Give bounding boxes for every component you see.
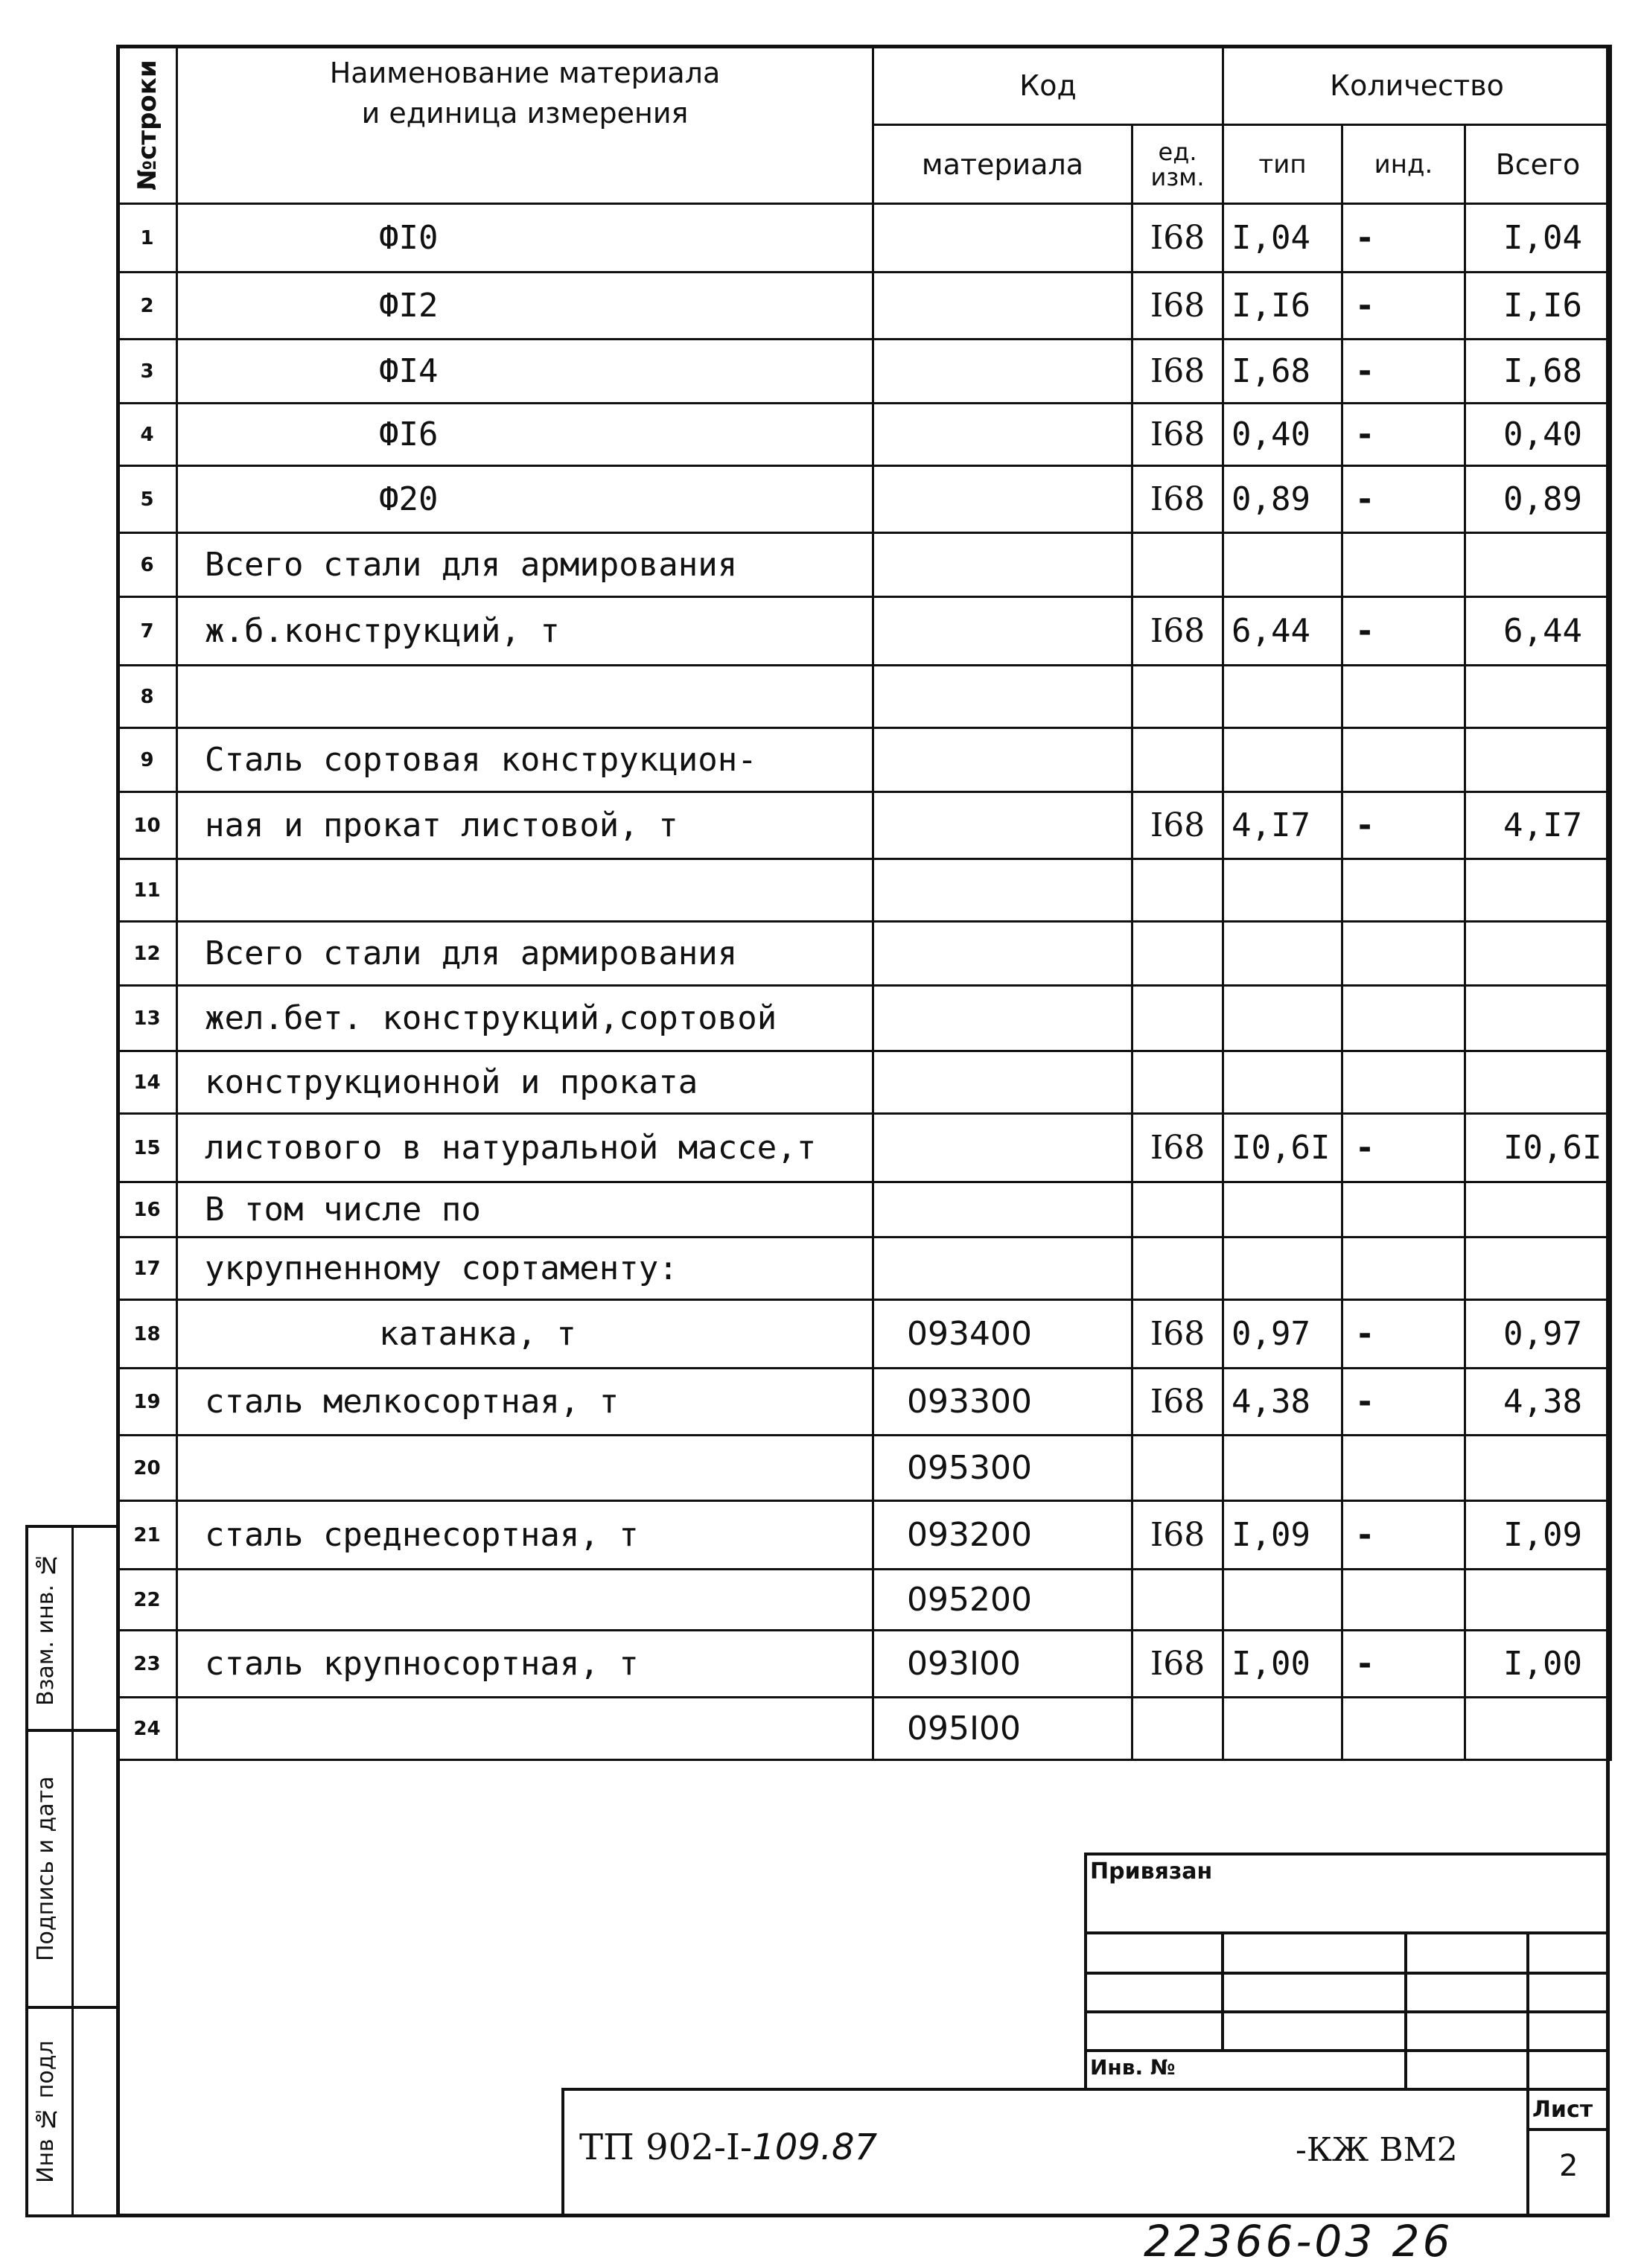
- inv-no-label: Инв. №: [1090, 2055, 1176, 2080]
- row-number: 9: [118, 728, 177, 792]
- material-name: [177, 859, 873, 922]
- material-name: укрупненному сортаменту:: [177, 1237, 873, 1300]
- quantity-type: I,I6: [1223, 273, 1342, 340]
- table-row: [118, 340, 1611, 404]
- unit-code: [1132, 666, 1223, 728]
- table-row: [118, 1182, 1611, 1237]
- unit-code: I68: [1132, 273, 1223, 340]
- sheet-number: 2: [1559, 2149, 1578, 2183]
- material-name: [177, 666, 873, 728]
- unit-code: I68: [1132, 597, 1223, 666]
- quantity-type: I,09: [1223, 1501, 1342, 1570]
- quantity-type: [1223, 986, 1342, 1051]
- quantity-type: 4,38: [1223, 1369, 1342, 1436]
- quantity-type: [1223, 1182, 1342, 1237]
- margin-podpis-label: Подпись и дата: [33, 1776, 59, 1962]
- quantity-type: 0,97: [1223, 1300, 1342, 1369]
- quantity-total: I,04: [1465, 204, 1611, 273]
- unit-code: [1132, 728, 1223, 792]
- unit-code: I68: [1132, 1501, 1223, 1570]
- quantity-type: 0,40: [1223, 404, 1342, 466]
- quantity-type: [1223, 1436, 1342, 1501]
- material-name: ФI4: [177, 340, 873, 404]
- row-number: 19: [118, 1369, 177, 1436]
- unit-code: [1132, 1698, 1223, 1760]
- quantity-type: 4,I7: [1223, 792, 1342, 859]
- unit-code: [1132, 986, 1223, 1051]
- unit-code: I68: [1132, 466, 1223, 533]
- unit-code: I68: [1132, 340, 1223, 404]
- quantity-ind: -: [1342, 273, 1465, 340]
- quantity-type: I,04: [1223, 204, 1342, 273]
- row-number: 21: [118, 1501, 177, 1570]
- quantity-ind: -: [1342, 1114, 1465, 1182]
- row-number: 3: [118, 340, 177, 404]
- material-code: 093200: [873, 1501, 1132, 1570]
- quantity-ind: [1342, 728, 1465, 792]
- table-row: [118, 466, 1611, 533]
- material-code: [873, 922, 1132, 986]
- quantity-ind: -: [1342, 340, 1465, 404]
- quantity-ind: [1342, 986, 1465, 1051]
- quantity-type: [1223, 666, 1342, 728]
- materials-table: [116, 45, 1612, 1761]
- row-number: 11: [118, 859, 177, 922]
- quantity-total: [1465, 986, 1611, 1051]
- quantity-total: [1465, 922, 1611, 986]
- material-code: [873, 204, 1132, 273]
- material-code: [873, 1237, 1132, 1300]
- margin-podpis: [25, 1729, 116, 2009]
- quantity-total: [1465, 533, 1611, 597]
- row-number: 4: [118, 404, 177, 466]
- table-row: [118, 533, 1611, 597]
- quantity-total: I,09: [1465, 1501, 1611, 1570]
- material-code: 093300: [873, 1369, 1132, 1436]
- material-name: катанка, т: [177, 1300, 873, 1369]
- row-number: 24: [118, 1698, 177, 1760]
- header-quantity-type: тип: [1223, 125, 1342, 204]
- row-number: 6: [118, 533, 177, 597]
- material-code: 095300: [873, 1436, 1132, 1501]
- row-number: 18: [118, 1300, 177, 1369]
- unit-code: [1132, 1182, 1223, 1237]
- material-name: ФI6: [177, 404, 873, 466]
- material-code: [873, 986, 1132, 1051]
- table-row: [118, 922, 1611, 986]
- titleblock-top-line: [561, 2088, 1610, 2091]
- quantity-type: 6,44: [1223, 597, 1342, 666]
- quantity-total: [1465, 859, 1611, 922]
- header-code-group: Код: [873, 46, 1223, 125]
- material-code: 093I00: [873, 1631, 1132, 1698]
- quantity-ind: -: [1342, 204, 1465, 273]
- privyazan-vline-1: [1221, 1931, 1224, 2049]
- quantity-total: 0,40: [1465, 404, 1611, 466]
- material-code: [873, 1114, 1132, 1182]
- quantity-type: [1223, 1570, 1342, 1631]
- quantity-type: I,00: [1223, 1631, 1342, 1698]
- margin-vzam-inv-label: Взам. инв. №: [33, 1551, 59, 1706]
- table-row: [118, 1114, 1611, 1182]
- privyazan-line-1: [1084, 1931, 1610, 1934]
- document-suffix: -КЖ ВМ2: [1296, 2131, 1458, 2169]
- row-number: 5: [118, 466, 177, 533]
- table-row: [118, 1570, 1611, 1631]
- material-name: [177, 1436, 873, 1501]
- unit-code: [1132, 1570, 1223, 1631]
- material-name: Всего стали для армирования: [177, 533, 873, 597]
- quantity-total: [1465, 728, 1611, 792]
- privyazan-left-line: [1084, 1853, 1087, 2088]
- table-row: [118, 404, 1611, 466]
- material-code: [873, 533, 1132, 597]
- header-quantity-group: Количество: [1223, 46, 1611, 125]
- material-code: [873, 1182, 1132, 1237]
- row-number: 12: [118, 922, 177, 986]
- unit-code: [1132, 533, 1223, 597]
- privyazan-vline-3: [1526, 1931, 1529, 2217]
- handwritten-footer-number: 22366-03 26: [1144, 2216, 1453, 2267]
- material-code: [873, 340, 1132, 404]
- quantity-total: [1465, 1237, 1611, 1300]
- quantity-ind: -: [1342, 466, 1465, 533]
- row-number: 17: [118, 1237, 177, 1300]
- privyazan-top-line: [1084, 1853, 1610, 1856]
- quantity-total: I,68: [1465, 340, 1611, 404]
- unit-code: [1132, 922, 1223, 986]
- quantity-type: I0,6I: [1223, 1114, 1342, 1182]
- header-quantity-ind: инд.: [1342, 125, 1465, 204]
- material-name: Ф20: [177, 466, 873, 533]
- table-row: [118, 204, 1611, 273]
- quantity-ind: -: [1342, 1300, 1465, 1369]
- privyazan-line-2: [1084, 1972, 1610, 1975]
- quantity-ind: [1342, 922, 1465, 986]
- material-name: Сталь сортовая конструкцион-: [177, 728, 873, 792]
- privyazan-vline-2: [1404, 1931, 1407, 2088]
- quantity-total: 6,44: [1465, 597, 1611, 666]
- unit-code: [1132, 1237, 1223, 1300]
- table-row: [118, 1436, 1611, 1501]
- material-code: [873, 728, 1132, 792]
- unit-code: [1132, 859, 1223, 922]
- quantity-total: [1465, 1436, 1611, 1501]
- material-name: сталь среднесортная, т: [177, 1501, 873, 1570]
- quantity-ind: [1342, 1698, 1465, 1760]
- row-number: 2: [118, 273, 177, 340]
- row-number: 10: [118, 792, 177, 859]
- material-name: Всего стали для армирования: [177, 922, 873, 986]
- quantity-type: I,68: [1223, 340, 1342, 404]
- quantity-ind: [1342, 859, 1465, 922]
- margin-inv-podl: [25, 2006, 116, 2217]
- material-code: 095200: [873, 1570, 1132, 1631]
- material-name: конструкционной и проката: [177, 1051, 873, 1114]
- material-code: [873, 792, 1132, 859]
- quantity-ind: -: [1342, 597, 1465, 666]
- unit-code: I68: [1132, 792, 1223, 859]
- privyazan-line-4: [1084, 2049, 1610, 2052]
- material-name: листового в натуральной массе,т: [177, 1114, 873, 1182]
- quantity-type: [1223, 533, 1342, 597]
- privyazan-line-3: [1084, 2010, 1610, 2013]
- quantity-total: I0,6I: [1465, 1114, 1611, 1182]
- quantity-total: I,I6: [1465, 273, 1611, 340]
- unit-code: I68: [1132, 1300, 1223, 1369]
- quantity-total: [1465, 666, 1611, 728]
- header-quantity-total: Всего: [1465, 125, 1611, 204]
- header-row-number: №строки: [118, 46, 177, 204]
- material-name: ФI0: [177, 204, 873, 273]
- material-code: [873, 466, 1132, 533]
- quantity-ind: -: [1342, 1631, 1465, 1698]
- quantity-total: 4,I7: [1465, 792, 1611, 859]
- quantity-type: [1223, 1698, 1342, 1760]
- row-number: 16: [118, 1182, 177, 1237]
- row-number: 22: [118, 1570, 177, 1631]
- row-number: 7: [118, 597, 177, 666]
- margin-vzam-inv: [25, 1525, 116, 1732]
- table-row: [118, 1237, 1611, 1300]
- material-code: [873, 597, 1132, 666]
- material-name: сталь крупносортная, т: [177, 1631, 873, 1698]
- row-number: 1: [118, 204, 177, 273]
- table-row: [118, 1300, 1611, 1369]
- document-code: ТП 902-I-109.87: [579, 2127, 878, 2168]
- material-code: [873, 666, 1132, 728]
- header-material-name: Наименование материала и единица измерения: [177, 46, 873, 204]
- material-code: [873, 404, 1132, 466]
- quantity-type: [1223, 728, 1342, 792]
- quantity-ind: [1342, 666, 1465, 728]
- quantity-ind: [1342, 1051, 1465, 1114]
- quantity-ind: [1342, 1237, 1465, 1300]
- row-number: 14: [118, 1051, 177, 1114]
- table-row: [118, 597, 1611, 666]
- quantity-ind: -: [1342, 1369, 1465, 1436]
- material-code: [873, 273, 1132, 340]
- row-number: 15: [118, 1114, 177, 1182]
- quantity-ind: [1342, 1436, 1465, 1501]
- material-name: В том числе по: [177, 1182, 873, 1237]
- quantity-total: 0,89: [1465, 466, 1611, 533]
- material-code: 095I00: [873, 1698, 1132, 1760]
- header-code-unit: ед. изм.: [1132, 125, 1223, 204]
- material-name: сталь мелкосортная, т: [177, 1369, 873, 1436]
- quantity-type: [1223, 922, 1342, 986]
- unit-code: I68: [1132, 404, 1223, 466]
- material-code: [873, 1051, 1132, 1114]
- unit-code: [1132, 1051, 1223, 1114]
- unit-code: I68: [1132, 1631, 1223, 1698]
- quantity-ind: -: [1342, 1501, 1465, 1570]
- table-row: [118, 986, 1611, 1051]
- table-body: [118, 204, 1611, 1760]
- table-row: [118, 1631, 1611, 1698]
- table-row: [118, 1698, 1611, 1760]
- quantity-type: [1223, 859, 1342, 922]
- sheet-label: Лист: [1532, 2097, 1593, 2123]
- unit-code: I68: [1132, 1369, 1223, 1436]
- material-name: ФI2: [177, 273, 873, 340]
- row-number: 20: [118, 1436, 177, 1501]
- header-code-material: материала: [873, 125, 1132, 204]
- material-code: [873, 859, 1132, 922]
- material-name: ж.б.конструкций, т: [177, 597, 873, 666]
- quantity-type: [1223, 1237, 1342, 1300]
- table-row: [118, 728, 1611, 792]
- table-row: [118, 859, 1611, 922]
- table-row: [118, 666, 1611, 728]
- unit-code: [1132, 1436, 1223, 1501]
- unit-code: I68: [1132, 1114, 1223, 1182]
- table-row: [118, 792, 1611, 859]
- table-row: [118, 273, 1611, 340]
- quantity-ind: -: [1342, 404, 1465, 466]
- quantity-ind: [1342, 533, 1465, 597]
- material-name: ная и прокат листовой, т: [177, 792, 873, 859]
- quantity-type: [1223, 1051, 1342, 1114]
- table-row: [118, 1501, 1611, 1570]
- material-name: жел.бет. конструкций,сортовой: [177, 986, 873, 1051]
- quantity-type: 0,89: [1223, 466, 1342, 533]
- quantity-ind: [1342, 1570, 1465, 1631]
- titleblock-left-line: [561, 2088, 564, 2217]
- row-number: 23: [118, 1631, 177, 1698]
- row-number: 13: [118, 986, 177, 1051]
- material-code: 093400: [873, 1300, 1132, 1369]
- margin-inv-podl-label: Инв № подл: [33, 2040, 59, 2183]
- quantity-ind: -: [1342, 792, 1465, 859]
- quantity-total: [1465, 1182, 1611, 1237]
- material-name: [177, 1698, 873, 1760]
- material-name: [177, 1570, 873, 1631]
- quantity-total: [1465, 1051, 1611, 1114]
- table-row: [118, 1051, 1611, 1114]
- quantity-total: 0,97: [1465, 1300, 1611, 1369]
- quantity-total: [1465, 1698, 1611, 1760]
- table-row: [118, 1369, 1611, 1436]
- privyazan-label: Привязан: [1090, 1858, 1213, 1885]
- unit-code: I68: [1132, 204, 1223, 273]
- sheet-label-line: [1526, 2128, 1610, 2131]
- quantity-total: 4,38: [1465, 1369, 1611, 1436]
- quantity-total: [1465, 1570, 1611, 1631]
- quantity-ind: [1342, 1182, 1465, 1237]
- row-number: 8: [118, 666, 177, 728]
- quantity-total: I,00: [1465, 1631, 1611, 1698]
